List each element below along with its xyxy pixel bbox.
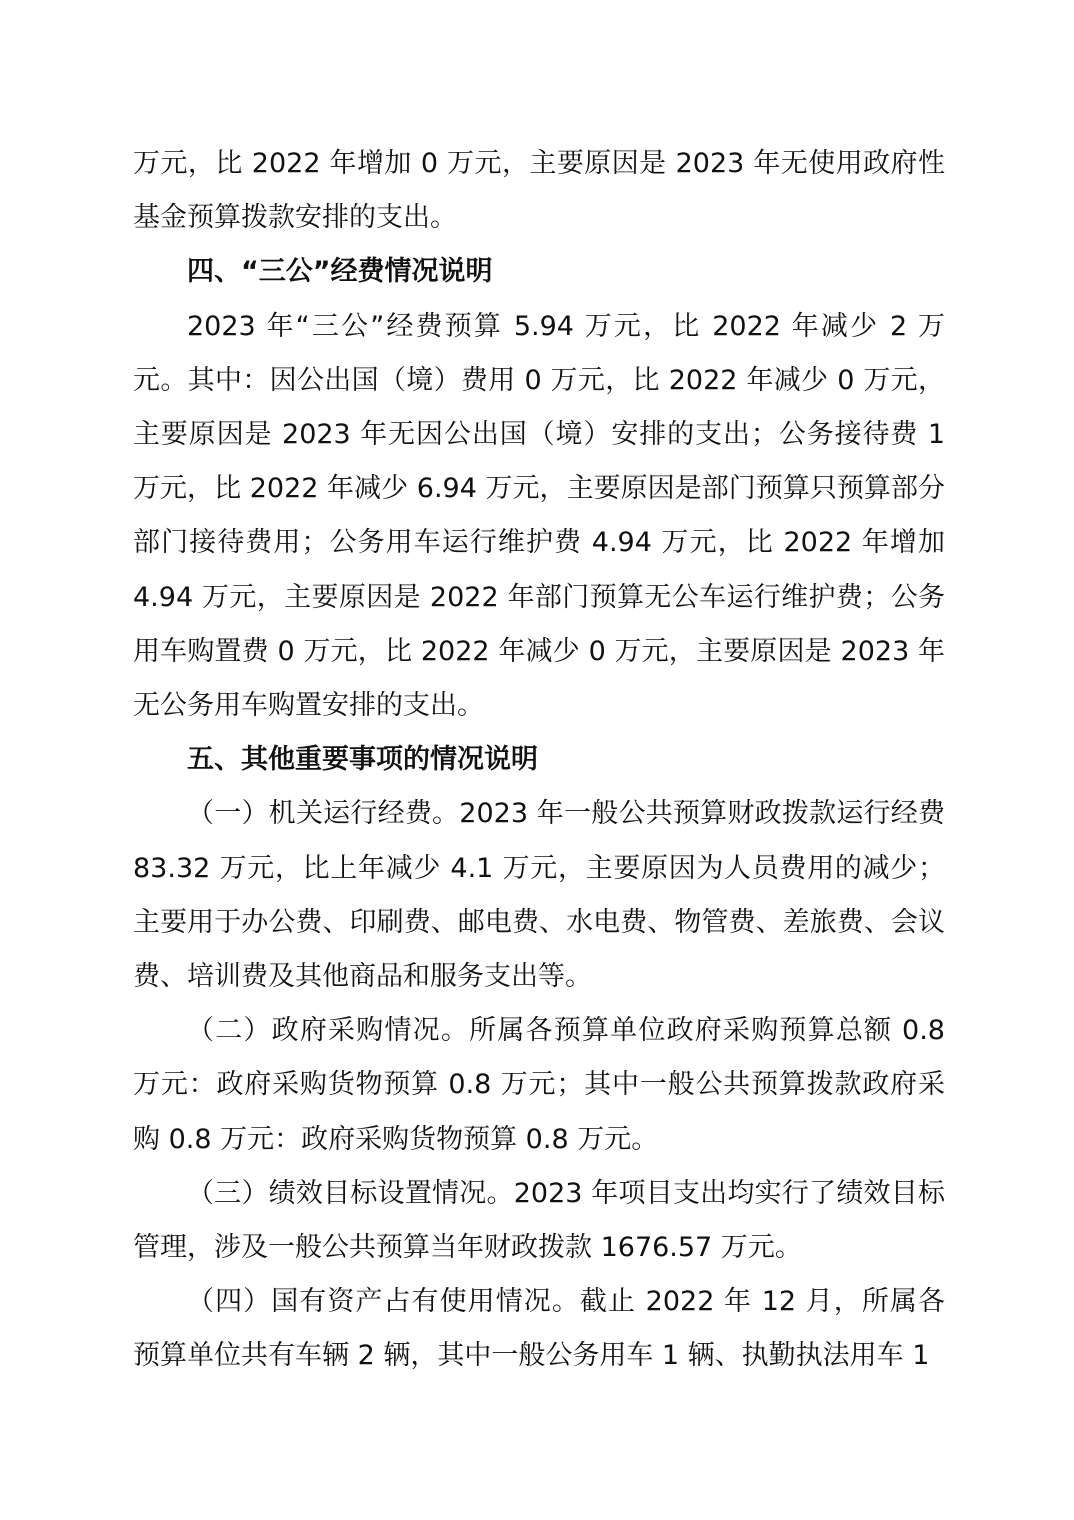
paragraph-assets: （四）国有资产占有使用情况。截止 2022 年 12 月，所属各预算单位共有车辆 2 辆，其中一般公务用车 1 辆、执勤执法用车 1 [133, 1286, 945, 1372]
document-page [133, 137, 945, 1384]
section-heading-sangong: 四、“三公”经费情况说明 [187, 256, 493, 288]
section-heading-other: 五、其他重要事项的情况说明 [187, 744, 538, 776]
paragraph-performance: （三）绩效目标设置情况。2023 年项目支出均实行了绩效目标管理，涉及一般公共预算当年财政拨款 1676.57 万元。 [133, 1177, 945, 1264]
paragraph-continuation: 万元，比 2022 年增加 0 万元，主要原因是 2023 年无使用政府性基金预算拨款安排的支出。 [133, 148, 945, 234]
paragraph-procurement: （二）政府采购情况。所属各预算单位政府采购预算总额 0.8 万元：政府采购货物预算 0.8 万元；其中一般公共预算拨款政府采购 0.8 万元：政府采购货物预算 0.8 万元。 [133, 1015, 945, 1155]
paragraph-operating-costs: （一）机关运行经费。2023 年一般公共预算财政拨款运行经费 83.32 万元，比上年减少 4.1 万元，主要原因为人员费用的减少；主要用于办公费、印刷费、邮电费、水电费、物管费、差旅费、会议费、培训费及其他商品和服务支出等。 [133, 798, 945, 993]
paragraph-sangong: 2023 年“三公”经费预算 5.94 万元，比 2022 年减少 2 万元。其中：因公出国（境）费用 0 万元，比 2022 年减少 0 万元，主要原因是 2023 年无因公出国（境）安排的支出；公务接待费 1 万元，比 2022 年减少 6.94 万元，主要原因是部门预算只预算部分部门接待费用；公务用车运行维护费 4.94 万元，比 2022 年增加 4.94 万元，主要原因是 2022 年部门预算无公车运行维护费；公务用车购置费 0 万元，比 2022 年减少 0 万元，主要原因是 2023 年无公务用车购置安排的支出。 [133, 310, 945, 722]
